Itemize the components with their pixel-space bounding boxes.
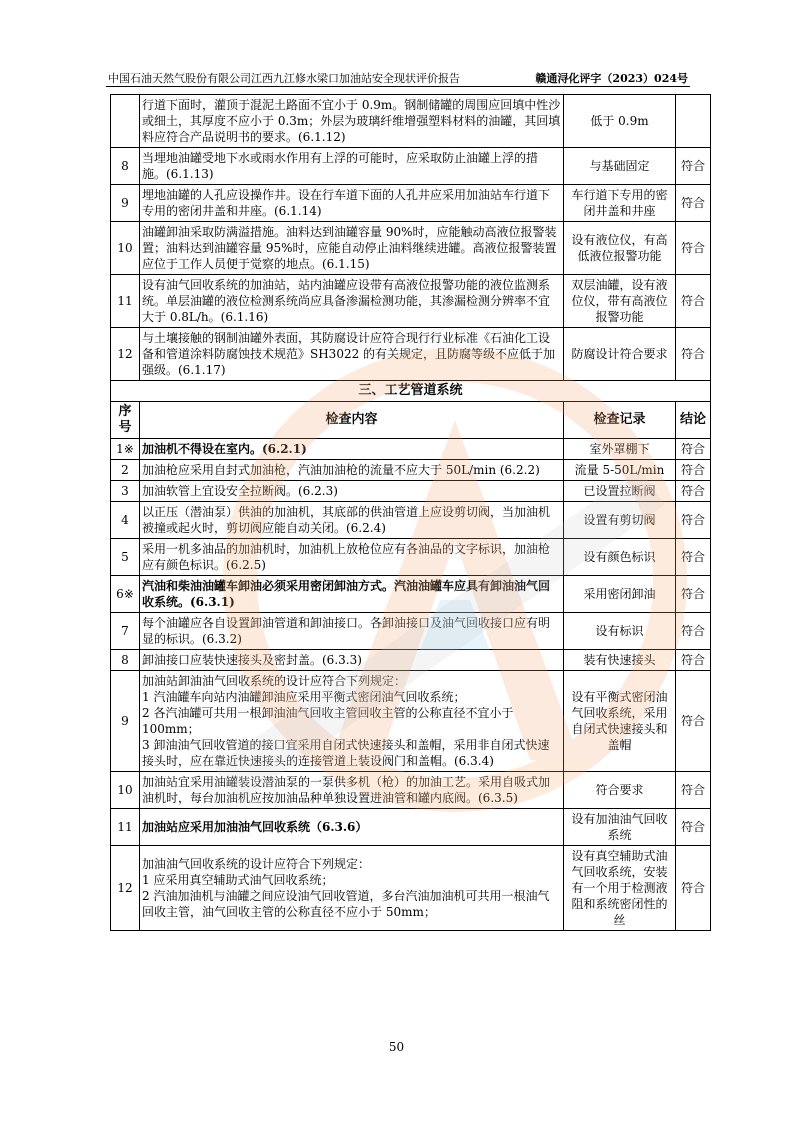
- row-result: 符合: [676, 439, 711, 460]
- row-number: 5: [111, 539, 140, 576]
- row-content: 加油机不得设在室内。(6.2.1): [140, 439, 564, 460]
- row-result: 符合: [676, 502, 711, 539]
- row-record: 双层油罐，设有液位仪，带有高液位报警功能: [564, 275, 676, 328]
- report-title: 中国石油天然气股份有限公司江西九江修水梁口加油站安全现状评价报告: [108, 72, 460, 85]
- row-number: 9: [111, 671, 140, 772]
- section-row: [111, 381, 711, 402]
- row-content: 加油站应采用加油油气回收系统（6.3.6）: [140, 809, 564, 846]
- col-header-result: 结论: [676, 402, 711, 439]
- table-row: [111, 185, 711, 222]
- pipeline-rows: [111, 381, 711, 931]
- table-row: [111, 809, 711, 846]
- content-line: 3 卸油油气回收管道的接口宜采用自闭式快速接头和盖帽，采用非自闭式快速接头时，应在靠近快速接头的连接管道上装设阀门和盖帽。(6.3.4): [142, 738, 550, 768]
- row-record: 设置有剪切阀: [564, 502, 676, 539]
- content-line: 1 汽油罐车向站内油罐卸油应采用平衡式密闭油气回收系统；: [142, 690, 466, 704]
- row-number: 8: [111, 650, 140, 671]
- col-header-no: 序号: [111, 402, 140, 439]
- table-row: [111, 671, 711, 772]
- content-line: 加油站卸油油气回收系统的设计应符合下列规定：: [142, 674, 407, 688]
- report-code: 赣通浔化评字（2023）024号: [535, 72, 688, 85]
- col-header-record: 检查记录: [564, 402, 676, 439]
- row-number: 11: [111, 809, 140, 846]
- row-record: 设有平衡式密闭油气回收系统，采用自闭式快速接头和盖帽: [564, 671, 676, 772]
- table-row: [111, 222, 711, 275]
- row-record: 低于 0.9m: [564, 95, 676, 148]
- row-result: 符合: [676, 576, 711, 613]
- table-row: [111, 481, 711, 502]
- continued-rows: [111, 95, 711, 381]
- row-content: 卸油接口应装快速接头及密封盖。(6.3.3): [140, 650, 564, 671]
- row-record: 与基础固定: [564, 148, 676, 185]
- row-content: 行道下面时，灌顶于混泥土路面不宜小于 0.9m。钢制储罐的周围应回填中性沙或细土，其厚度不应小于 0.3m；外层为玻璃纤维增强塑料材料的油罐，其回填料应符合产品说明书的要求。(6.1.12): [140, 95, 564, 148]
- row-record: 设有颜色标识: [564, 539, 676, 576]
- row-record: 设有加油油气回收系统: [564, 809, 676, 846]
- row-record: 室外罩棚下: [564, 439, 676, 460]
- row-record: 装有快速接头: [564, 650, 676, 671]
- row-record: 防腐设计符合要求: [564, 328, 676, 381]
- row-result: 符合: [676, 846, 711, 931]
- row-result: 符合: [676, 650, 711, 671]
- row-result: 符合: [676, 772, 711, 809]
- row-number: 11: [111, 275, 140, 328]
- row-content: 加油站宜采用油罐装设潜油泵的一泵供多机（枪）的加油工艺。采用自吸式加油机时，每台加油机应按加油品种单独设置进油管和罐内底阀。(6.3.5): [140, 772, 564, 809]
- inspection-table: [110, 94, 711, 931]
- row-content: 油罐卸油采取防满溢措施。油料达到油罐容量 90%时，应能触动高液位报警装置；油料达到油罐容量 95%时，应能自动停止油料继续进罐。高液位报警装置应位于工作人员便于觉察的地点。(6.1.15): [140, 222, 564, 275]
- row-number: 9: [111, 185, 140, 222]
- row-content: 与土壤接触的钢制油罐外表面，其防腐设计应符合现行行业标准《石油化工设备和管道涂料防腐蚀技术规范》SH3022 的有关规定，且防腐等级不应低于加强级。(6.1.17): [140, 328, 564, 381]
- table-row: [111, 846, 711, 931]
- table-row: [111, 275, 711, 328]
- row-result: 符合: [676, 275, 711, 328]
- row-number: 2: [111, 460, 140, 481]
- row-record: 设有液位仪，有高低液位报警功能: [564, 222, 676, 275]
- row-result: 符合: [676, 328, 711, 381]
- content-line: 加油油气回收系统的设计应符合下列规定：: [142, 857, 371, 871]
- row-number: 7: [111, 613, 140, 650]
- table-row: [111, 613, 711, 650]
- page-number: 50: [388, 1040, 405, 1054]
- table-row: [111, 328, 711, 381]
- section-title: 三、工艺管道系统: [111, 381, 711, 402]
- content-line: 2 各汽油罐可共用一根卸油油气回收主管回收主管的公称直径不宜小于 100mm；: [142, 706, 514, 736]
- row-content: 每个油罐应各自设置卸油管道和卸油接口。各卸油接口及油气回收接口应有明显的标识。(6.3.2): [140, 613, 564, 650]
- table-row: [111, 502, 711, 539]
- row-result: [676, 95, 711, 148]
- row-record: 设有标识: [564, 613, 676, 650]
- row-number: 10: [111, 222, 140, 275]
- page-header: [106, 68, 690, 87]
- row-content: [140, 671, 564, 772]
- table-row: [111, 650, 711, 671]
- row-content: 汽油和柴油油罐车卸油必须采用密闭卸油方式。汽油油罐车应具有卸油油气回收系统。(6.3.1): [140, 576, 564, 613]
- row-content: 加油枪应采用自封式加油枪，汽油加油枪的流量不应大于 50L/min (6.2.2): [140, 460, 564, 481]
- row-result: 符合: [676, 481, 711, 502]
- row-result: 符合: [676, 148, 711, 185]
- row-content: 当埋地油罐受地下水或雨水作用有上浮的可能时，应采取防止油罐上浮的措施。(6.1.13): [140, 148, 564, 185]
- column-header-row: [111, 402, 711, 439]
- content-line: 2 汽油加油机与油罐之间应设油气回收管道，多台汽油加油机可共用一根油气回收主管，油气回收主管的公称直径不应小于 50mm；: [142, 889, 550, 919]
- table-row: [111, 772, 711, 809]
- row-result: 符合: [676, 185, 711, 222]
- row-result: 符合: [676, 460, 711, 481]
- row-number: 12: [111, 328, 140, 381]
- row-content: 设有油气回收系统的加油站，站内油罐应设带有高液位报警功能的液位监测系统。单层油罐的液位检测系统尚应具备渗漏检测功能，其渗漏检测分辨率不宜大于 0.8L/h。(6.1.16): [140, 275, 564, 328]
- row-number: 6※: [111, 576, 140, 613]
- table-row: [111, 95, 711, 148]
- row-result: 符合: [676, 539, 711, 576]
- row-result: 符合: [676, 809, 711, 846]
- row-number: 3: [111, 481, 140, 502]
- row-result: 符合: [676, 613, 711, 650]
- row-number: 4: [111, 502, 140, 539]
- row-content: 以正压（潜油泵）供油的加油机，其底部的供油管道上应设剪切阀，当加油机被撞或起火时，剪切阀应能自动关闭。(6.2.4): [140, 502, 564, 539]
- table-row: [111, 460, 711, 481]
- row-content: 加油软管上宜设安全拉断阀。(6.2.3): [140, 481, 564, 502]
- row-number: 10: [111, 772, 140, 809]
- row-content: 埋地油罐的人孔应设操作井。设在行车道下面的人孔井应采用加油站车行道下专用的密闭井盖和井座。(6.1.14): [140, 185, 564, 222]
- row-record: 符合要求: [564, 772, 676, 809]
- row-content: [140, 846, 564, 931]
- table-row: [111, 148, 711, 185]
- row-record: 已设置拉断阀: [564, 481, 676, 502]
- row-result: 符合: [676, 671, 711, 772]
- row-result: 符合: [676, 222, 711, 275]
- col-header-content: 检查内容: [140, 402, 564, 439]
- row-content: 采用一机多油品的加油机时，加油机上放枪位应有各油品的文字标识，加油枪应有颜色标识。(6.2.5): [140, 539, 564, 576]
- row-record: 车行道下专用的密闭井盖和井座: [564, 185, 676, 222]
- row-record: 流量 5-50L/min: [564, 460, 676, 481]
- row-number: 8: [111, 148, 140, 185]
- content-line: 1 应采用真空辅助式油气回收系统；: [142, 873, 334, 887]
- row-number: 12: [111, 846, 140, 931]
- table-row: [111, 576, 711, 613]
- row-number: [111, 95, 140, 148]
- row-record: 采用密闭卸油: [564, 576, 676, 613]
- table-row: [111, 539, 711, 576]
- row-number: 1※: [111, 439, 140, 460]
- row-record: 设有真空辅助式油气回收系统，安装有一个用于检测液阻和系统密闭性的丝: [564, 846, 676, 931]
- table-row: [111, 439, 711, 460]
